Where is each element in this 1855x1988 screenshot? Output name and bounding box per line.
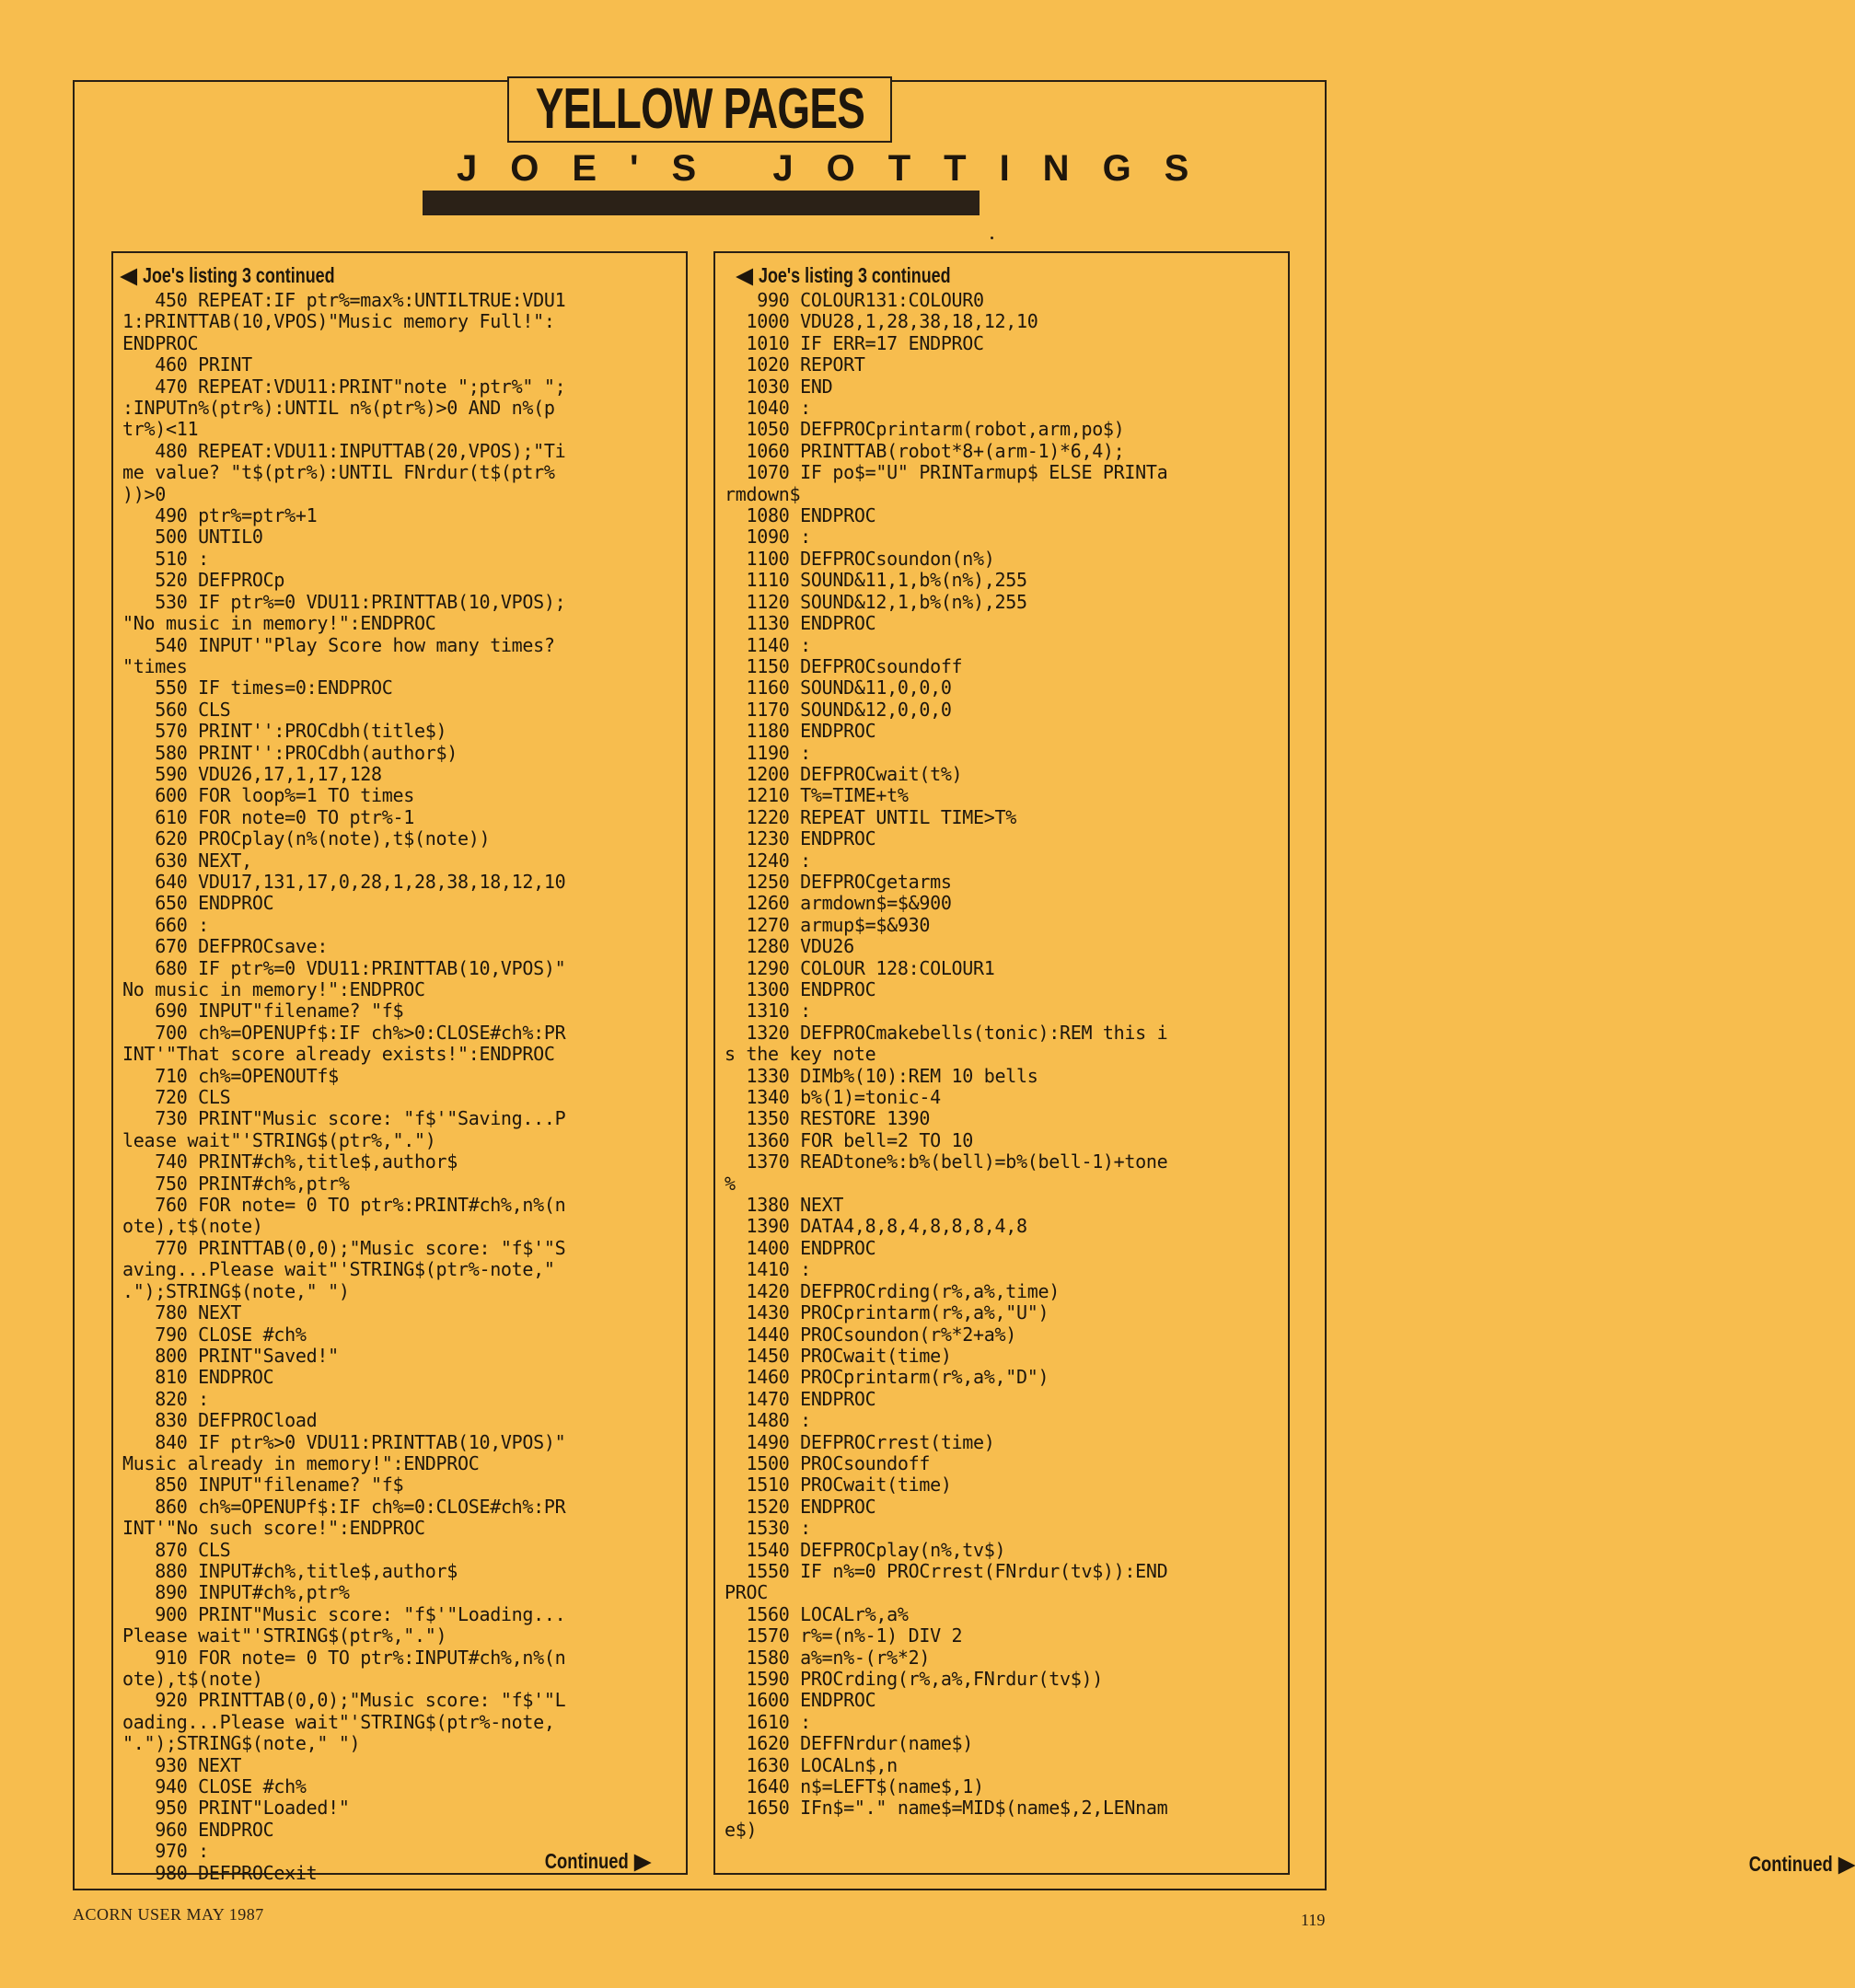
speck — [991, 237, 993, 239]
listing-column-left — [111, 251, 688, 1884]
page-title: YELLOW PAGES — [535, 77, 864, 141]
subtitle-bar — [423, 191, 980, 215]
left-triangle-icon: ◀ — [736, 263, 753, 287]
left-triangle-icon: ◀ — [121, 263, 137, 287]
listing-column-right — [713, 251, 1855, 1876]
continued-text: Continued — [1748, 1852, 1833, 1876]
page-number: 119 — [1301, 1911, 1326, 1929]
continued-text: Continued — [544, 1849, 629, 1873]
right-triangle-icon: ▶ — [1838, 1852, 1855, 1876]
code-listing: 450 REPEAT:IF ptr%=max%:UNTILTRUE:VDU1 1:PRINTTAB(10,VPOS)"Music memory Full!": ENDPROC 460 PRINT 470 REPEAT:VDU11:PRINT"note ";ptr%" "; :INPUTn%(ptr%):UNTIL n%(ptr%)>0 AND n%(p tr%)<11 480 REPEAT:VDU11:INPUTTAB(20,VPOS);"Ti me value? "t$(ptr%):UNTIL FNrdur(t$(ptr% ))>0 490 ptr%=ptr%+1 500 UNTIL0 510 : 520 DEFPROCp 530 IF ptr%=0 VDU11:PRINTTAB(10,VPOS); "No music in memory!":ENDPROC 540 INPUT'"Play Score how many times? "times 550 IF times=0:ENDPROC 560 CLS 570 PRINT'':PROCdbh(title$) 580 PRINT'':PROCdbh(author$) 590 VDU26,17,1,17,128 600 FOR loop%=1 TO times 610 FOR note=0 TO ptr%-1 620 PROCplay(n%(note),t$(note)) 630 NEXT, 640 VDU17,131,17,0,28,1,28,38,18,12,10 650 ENDPROC 660 : 670 DEFPROCsave: 680 IF ptr%=0 VDU11:PRINTTAB(10,VPOS)" No music in memory!":ENDPROC 690 INPUT"filename? "f$ 700 ch%=OPENUPf$:IF ch%>0:CLOSE#ch%:PR INT'"That score already exists!":ENDPROC 710 ch%=OPENOUTf$ 720 CLS 730 PRINT"Music score: "f$'"Saving...P lease wait"'STRING$(ptr%,".") 740 PRINT#ch%,title$,author$ 750 PRINT#ch%,ptr% 760 FOR note= 0 TO ptr%:PRINT#ch%,n%(n ote),t$(note) 770 PRINTTAB(0,0);"Music score: "f$'"S aving...Please wait"'STRING$(ptr%-note," .");STRING$(note," ") 780 NEXT 790 CLOSE #ch% 800 PRINT"Saved!" 810 ENDPROC 820 : 830 DEFPROCload 840 IF ptr%>0 VDU11:PRINTTAB(10,VPOS)" Music already in memory!":ENDPROC 850 INPUT"filename? "f$ 860 ch%=OPENUPf$:IF ch%=0:CLOSE#ch%:PR INT'"No such score!":ENDPROC 870 CLS 880 INPUT#ch%,title$,author$ 890 INPUT#ch%,ptr% 900 PRINT"Music score: "f$'"Loading... Please wait"'STRING$(ptr%,".") 910 FOR note= 0 TO ptr%:INPUT#ch%,n%(n ote),t$(note) 920 PRINTTAB(0,0);"Music score: "f$'"L oading...Please wait"'STRING$(ptr%-note, ".");STRING$(note," ") 930 NEXT 940 CLOSE #ch% 950 PRINT"Loaded!" 960 ENDPROC 970 : 980 DEFPROCexit — [122, 289, 566, 1884]
continued-label — [524, 1848, 651, 1874]
column-heading — [715, 262, 1309, 288]
continued-label — [1728, 1851, 1855, 1877]
code-listing: 990 COLOUR131:COLOUR0 1000 VDU28,1,28,38,18,12,10 1010 IF ERR=17 ENDPROC 1020 REPORT 1030 END 1040 : 1050 DEFPROCprintarm(robot,arm,po$) 1060 PRINTTAB(robot*8+(arm-1)*6,4); 1070 IF po$="U" PRINTarmup$ ELSE PRINTa rmdown$ 1080 ENDPROC 1090 : 1100 DEFPROCsoundon(n%) 1110 SOUND&11,1,b%(n%),255 1120 SOUND&12,1,b%(n%),255 1130 ENDPROC 1140 : 1150 DEFPROCsoundoff 1160 SOUND&11,0,0,0 1170 SOUND&12,0,0,0 1180 ENDPROC 1190 : 1200 DEFPROCwait(t%) 1210 T%=TIME+t% 1220 REPEAT UNTIL TIME>T% 1230 ENDPROC 1240 : 1250 DEFPROCgetarms 1260 armdown$=$&900 1270 armup$=$&930 1280 VDU26 1290 COLOUR 128:COLOUR1 1300 ENDPROC 1310 : 1320 DEFPROCmakebells(tonic):REM this i s the key note 1330 DIMb%(10):REM 10 bells 1340 b%(1)=tonic-4 1350 RESTORE 1390 1360 FOR bell=2 TO 10 1370 READtone%:b%(bell)=b%(bell-1)+tone % 1380 NEXT 1390 DATA4,8,8,4,8,8,8,4,8 1400 ENDPROC 1410 : 1420 DEFPROCrding(r%,a%,time) 1430 PROCprintarm(r%,a%,"U") 1440 PROCsoundon(r%*2+a%) 1450 PROCwait(time) 1460 PROCprintarm(r%,a%,"D") 1470 ENDPROC 1480 : 1490 DEFPROCrrest(time) 1500 PROCsoundoff 1510 PROCwait(time) 1520 ENDPROC 1530 : 1540 DEFPROCplay(n%,tv$) 1550 IF n%=0 PROCrrest(FNrdur(tv$)):END PROC 1560 LOCALr%,a% 1570 r%=(n%-1) DIV 2 1580 a%=n%-(r%*2) 1590 PROCrding(r%,a%,FNrdur(tv$)) 1600 ENDPROC 1610 : 1620 DEFFNrdur(name$) 1630 LOCALn$,n 1640 n$=LEFT$(name$,1) 1650 IFn$="." name$=MID$(name$,2,LENnam e$) — [725, 289, 1168, 1841]
masthead-box — [507, 76, 892, 143]
right-triangle-icon: ▶ — [634, 1849, 651, 1873]
publication-footer: ACORN USER MAY 1987 — [73, 1905, 264, 1924]
section-subtitle: JOE'S JOTTINGS — [457, 148, 1223, 189]
column-heading-text: Joe's listing 3 continued — [759, 263, 951, 287]
column-heading-text: Joe's listing 3 continued — [143, 263, 335, 287]
column-heading — [113, 262, 693, 288]
